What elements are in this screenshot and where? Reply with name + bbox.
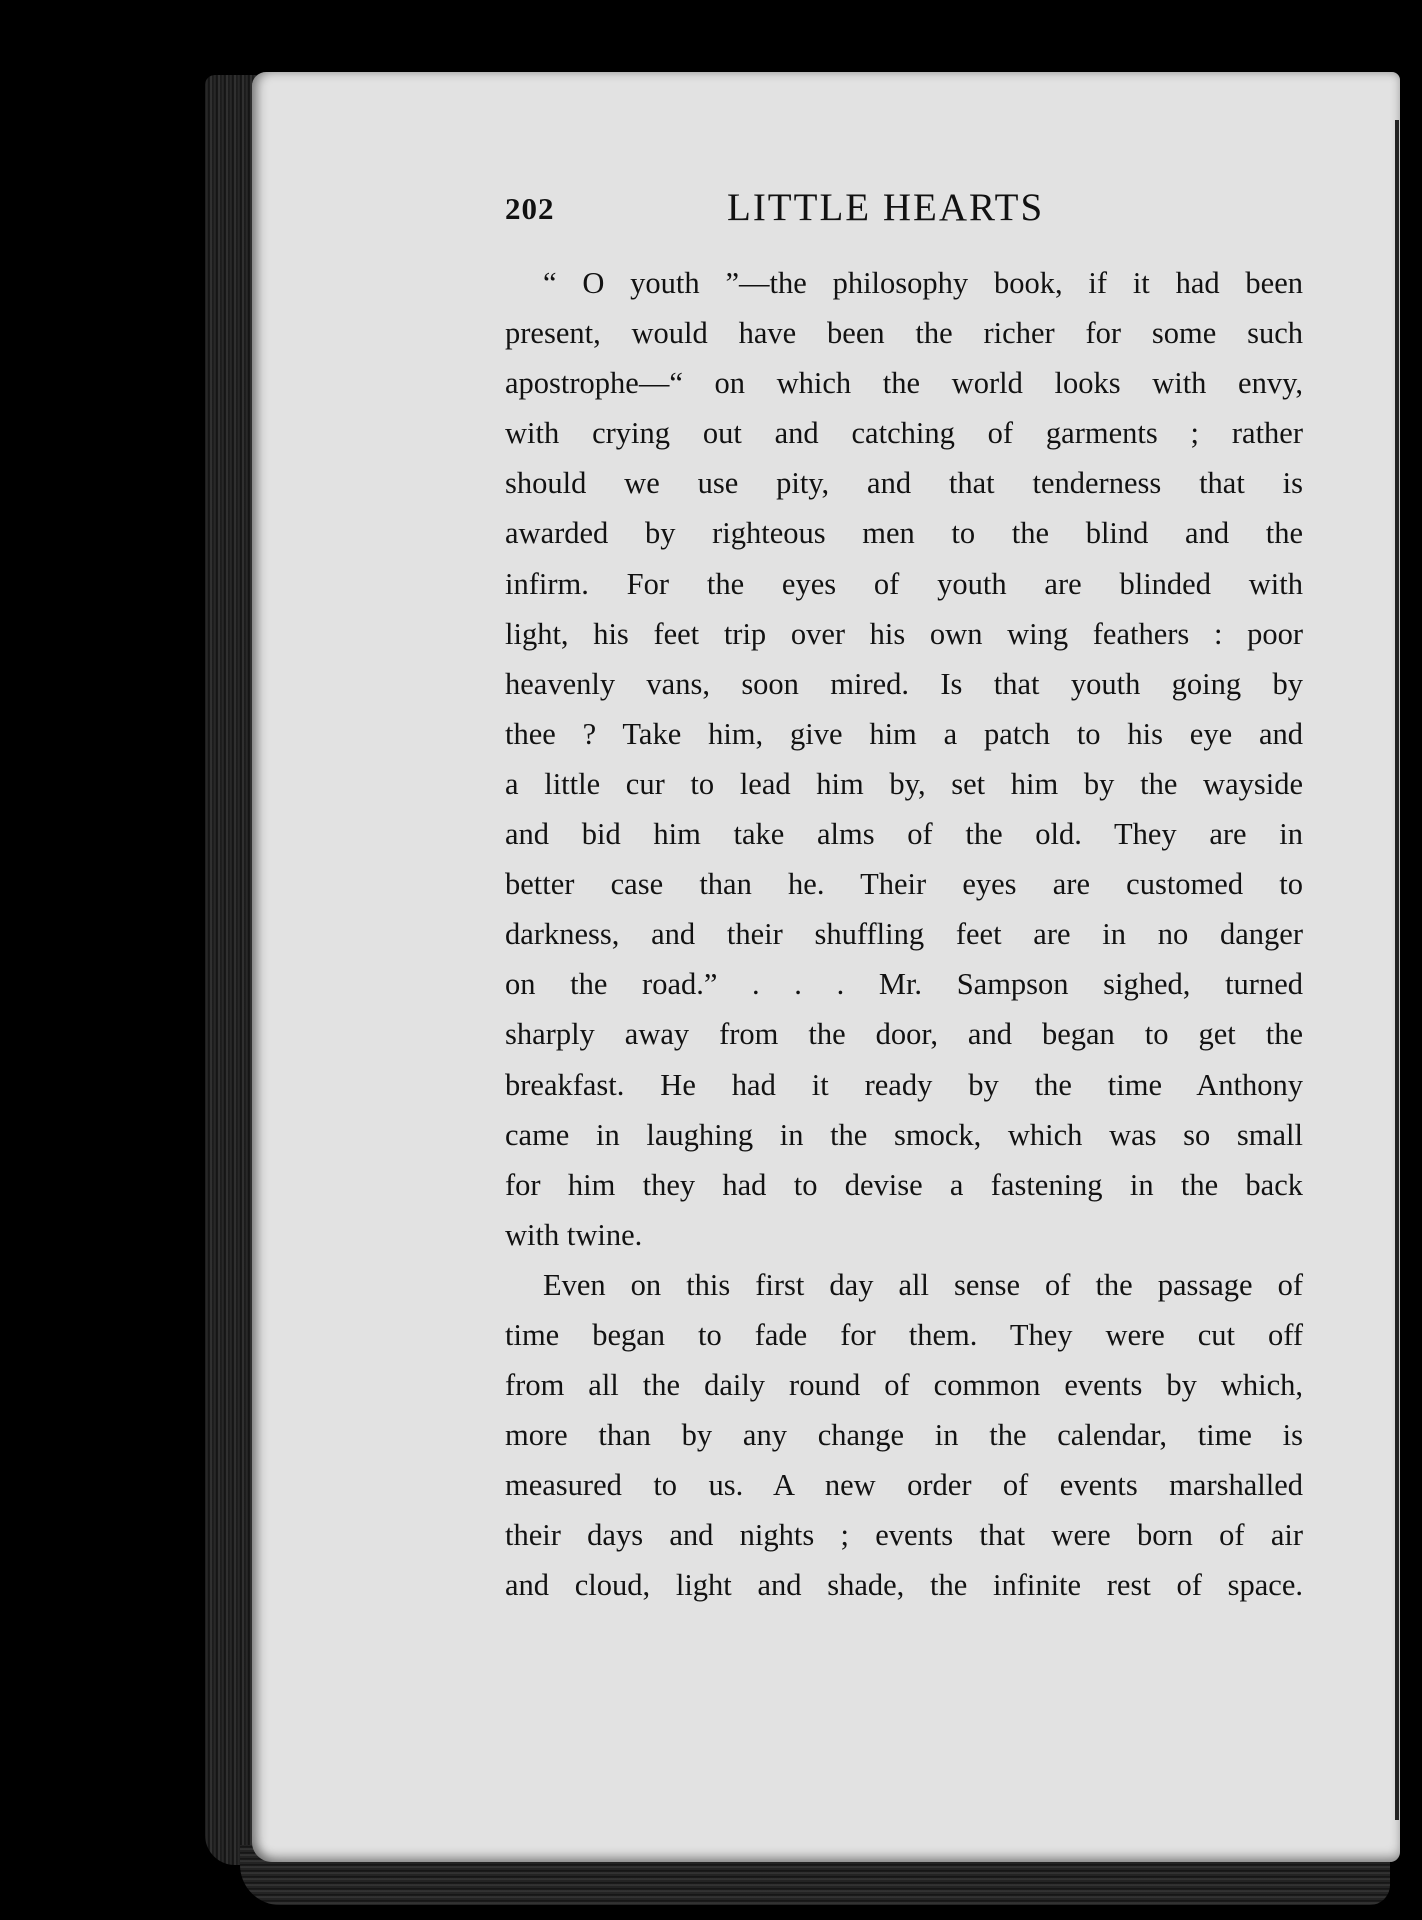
text-line: awarded by righteous men to the blind and the xyxy=(505,516,1303,551)
text-line: from all the daily round of common events by which, xyxy=(505,1368,1303,1403)
paragraph xyxy=(505,1260,1303,1611)
text-line: a little cur to lead him by, set him by the wayside xyxy=(505,766,1303,801)
text-line: darkness, and their shuffling feet are in no danger xyxy=(505,917,1303,952)
page-right-edge xyxy=(1395,120,1399,1820)
text-line: better case than he. Their eyes are customed to xyxy=(505,867,1303,902)
paragraph xyxy=(505,258,1303,1260)
text-line: should we use pity, and that tenderness that is xyxy=(505,466,1303,501)
text-line: thee ? Take him, give him a patch to his eye and xyxy=(505,716,1303,751)
text-line: measured to us. A new order of events marshalled xyxy=(505,1468,1303,1503)
page-number: 202 xyxy=(505,191,555,226)
running-head xyxy=(505,185,1305,235)
body-text xyxy=(505,258,1303,1611)
text-line: time began to fade for them. They were cut off xyxy=(505,1317,1303,1352)
text-line: present, would have been the richer for some such xyxy=(505,316,1303,351)
text-line: for him they had to devise a fastening in the back xyxy=(505,1167,1303,1202)
text-line: with crying out and catching of garments ; rather xyxy=(505,416,1303,451)
text-line: sharply away from the door, and began to get the xyxy=(505,1017,1303,1052)
text-line: their days and nights ; events that were born of air xyxy=(505,1518,1303,1553)
text-line: “ O youth ”—the philosophy book, if it had been xyxy=(543,266,1303,300)
text-line: breakfast. He had it ready by the time Anthony xyxy=(505,1067,1303,1102)
text-line: on the road.” . . . Mr. Sampson sighed, turned xyxy=(505,967,1303,1002)
text-line: and bid him take alms of the old. They are in xyxy=(505,817,1303,852)
text-line: apostrophe—“ on which the world looks with envy, xyxy=(505,366,1303,401)
text-line: and cloud, light and shade, the infinite rest of space. xyxy=(505,1568,1303,1603)
book-title: LITTLE HEARTS xyxy=(727,186,1045,229)
text-line: with twine. xyxy=(505,1217,643,1252)
text-line: Even on this first day all sense of the passage of xyxy=(543,1267,1303,1302)
text-line: infirm. For the eyes of youth are blinded with xyxy=(505,566,1303,601)
text-line: more than by any change in the calendar, time is xyxy=(505,1418,1303,1453)
text-line: came in laughing in the smock, which was so small xyxy=(505,1117,1303,1152)
text-line: heavenly vans, soon mired. Is that youth going by xyxy=(505,666,1303,701)
text-line: light, his feet trip over his own wing feathers : poor xyxy=(505,616,1303,651)
